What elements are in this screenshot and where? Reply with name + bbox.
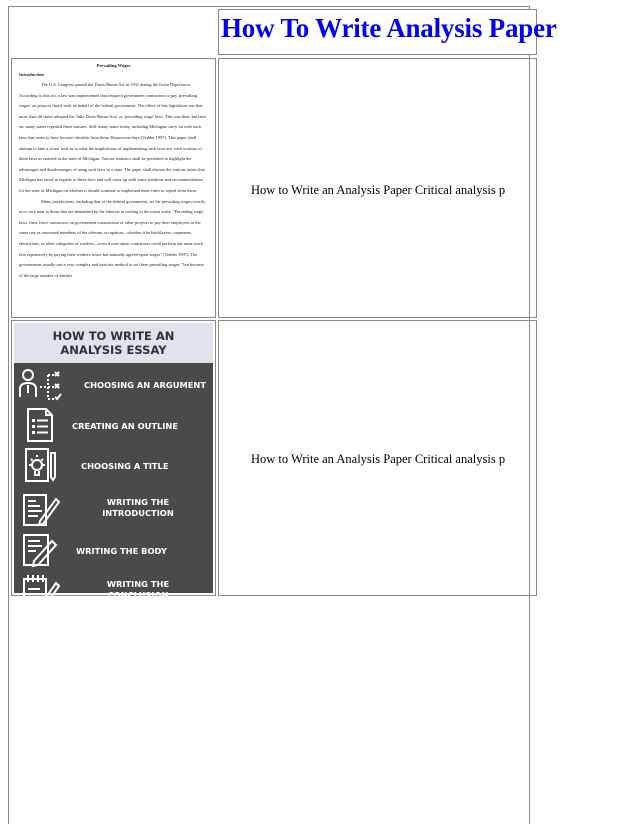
step-label: CREATING AN OUTLINE [72,421,178,431]
person-decision-icon [18,367,62,403]
step-writing-body [14,531,213,571]
step-label-line: INTRODUCTION [102,507,174,518]
paper-paragraph: Many jurisdictions, including that of the federal government, set the prevailing wages exactly at or very near to those that are demanded by the laborers according to the union-scale. "Prevailing wage laws, then, force contractors on government construction or other projects to pay their employees at the same rate as unionized members of the relevant occupation—whether it be bricklayers, carpenters, electricians, or other categories of workers—even if non-union contractors could perform the same work less expensively by paying their workers lower but mutually agreed-upon wages" (Vedder 1997). The governments usually use a very complex and intricate method to set these prevailing wages, "but because of the large number of distinct [19,198,206,278]
paper-thumbnail-cell [11,58,216,318]
step-label-line: WRITING THE [106,579,170,589]
step-label: CHOOSING AN ARGUMENT [84,380,206,390]
step-label [74,579,202,600]
infographic-cell [11,320,216,600]
caption-cell [218,58,537,318]
notebook-pencil-icon [18,573,62,609]
title-cell [218,9,557,55]
lightbulb-page-icon [18,447,62,483]
step-label: WRITING THE BODY [76,546,167,556]
image-caption[interactable]: How to Write an Analysis Paper Critical analysis p [251,183,506,197]
step-writing-conclusion [14,571,213,611]
step-writing-introduction [14,489,213,529]
step-label-line: CONCLUSION [107,589,169,600]
infographic-heading [14,323,213,363]
analysis-essay-infographic[interactable] [14,323,213,600]
pencil-page-icon [18,531,62,567]
step-choosing-title [14,447,213,487]
paper-title: Prevailing Wages [96,63,131,68]
paper-thumbnail[interactable] [13,60,214,316]
step-label: CHOOSING A TITLE [81,461,169,471]
step-label-line: WRITING THE [106,497,170,507]
paper-paragraph: The U.S. Congress passed the Davis-Bacon Act in 1931 during the Great Depression. According to this act, a law was implemented that required government contractors to pay 'prevailing wages' on projects that it took on behalf of the federal government. The effect of this legislation was that more than 40 states adopted the 'little Davis-Bacon Acts' or 'prevailing wage' laws. This was then, but later on, many states repealed these statutes. Still, many states today, including Michigan, carry on with such laws that seem to have become obsolete from those Depression-days (Vedder 1997). This paper shall attempt to take a closer look as to what the implications of implementing such laws are, with scrutiny of these laws as enacted in the state of Michigan. Various statistics shall be presented to highlight the advantages and disadvantages of using such laws in a state. The paper shall discuss the various issues that Michigan has faced in regards to these laws and will come up with some solutions and recommendations for the state of Michigan on whether it should continue to implement these rules or repeal from them. [19,82,207,193]
document-list-icon [18,407,62,443]
step-creating-outline [14,407,213,447]
pen-page-icon [18,491,62,527]
caption-cell [218,320,537,596]
page-table [8,6,557,824]
infographic-heading-line: HOW TO WRITE AN [52,329,175,343]
step-choosing-argument [14,365,213,405]
paper-heading: Introduction [19,72,44,77]
image-caption[interactable]: How to Write an Analysis Paper Critical analysis p [251,452,506,466]
page-title[interactable]: How To Write Analysis Paper [221,13,557,43]
step-label [74,497,202,518]
infographic-heading-line: ANALYSIS ESSAY [60,343,167,357]
